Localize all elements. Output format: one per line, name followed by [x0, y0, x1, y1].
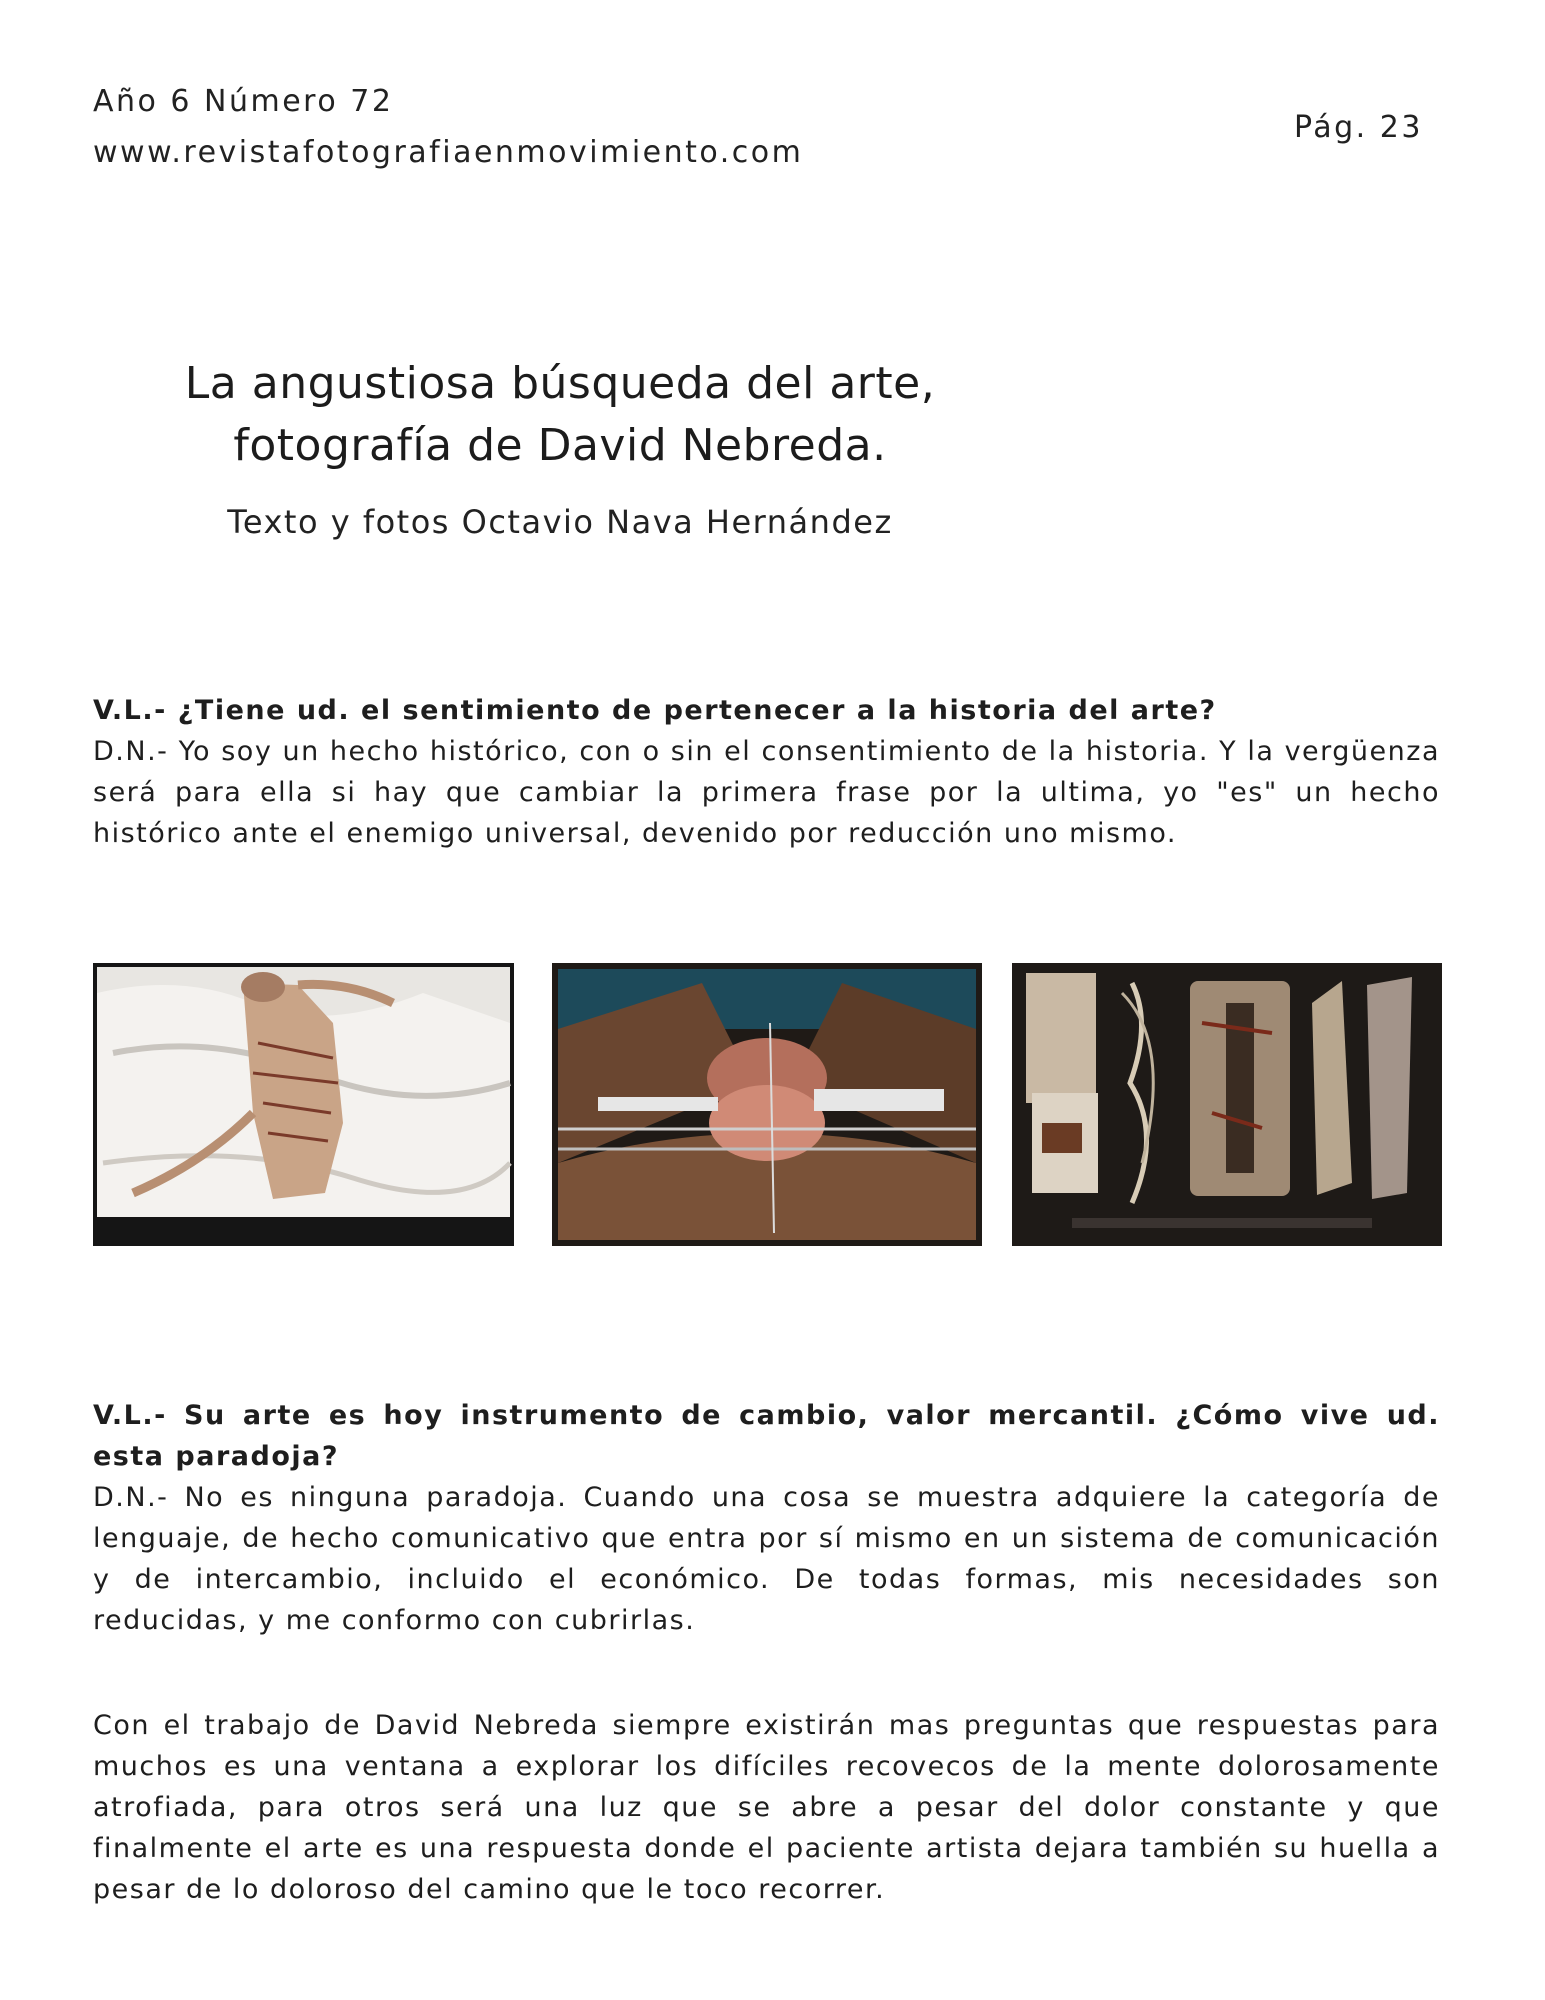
- website-url[interactable]: www.revistafotografiaenmovimiento.com: [93, 135, 804, 170]
- photo-body-closeup: [552, 963, 982, 1246]
- article-byline: Texto y fotos Octavio Nava Hernández: [227, 503, 893, 541]
- photo-blades-still-life: [1012, 963, 1442, 1246]
- article-title-line-2: fotografía de David Nebreda.: [233, 420, 887, 471]
- qa-block-2: [93, 1395, 1440, 1641]
- article-title-line-1: La angustiosa búsqueda del arte,: [184, 358, 936, 409]
- photo-figure-in-bed: [93, 963, 514, 1246]
- page-number: Pág. 23: [1294, 110, 1423, 145]
- answer-1: D.N.- Yo soy un hecho histórico, con o sin el consentimiento de la historia. Y la vergüenza será para ella si hay que cambiar la primera frase por la ultima, yo "es" un hecho histórico ante el enemigo universal, devenido por reducción uno mismo.: [93, 736, 1440, 849]
- question-1: V.L.- ¿Tiene ud. el sentimiento de pertenecer a la historia del arte?: [93, 695, 1217, 726]
- answer-2: D.N.- No es ninguna paradoja. Cuando una cosa se muestra adquiere la categoría de lenguaje, de hecho comunicativo que entra por sí mismo en un sistema de comunicación y de intercambio, incluido el económico. De todas formas, mis necesidades son reducidas, y me conformo con cubrirlas.: [93, 1482, 1440, 1636]
- issue-number: Año 6 Número 72: [93, 84, 394, 119]
- question-2: V.L.- Su arte es hoy instrumento de cambio, valor mercantil. ¿Cómo vive ud. esta paradoja?: [93, 1400, 1440, 1472]
- qa-block-1: [93, 690, 1440, 854]
- closing-paragraph: Con el trabajo de David Nebreda siempre existirán mas preguntas que respuestas para muchos es una ventana a explorar los difíciles recovecos de la mente dolorosamente atrofiada, para otros será una luz que se abre a pesar del dolor constante y que finalmente el arte es una respuesta donde el paciente artista dejara también su huella a pesar de lo doloroso del camino que le toco recorrer.: [93, 1710, 1440, 1905]
